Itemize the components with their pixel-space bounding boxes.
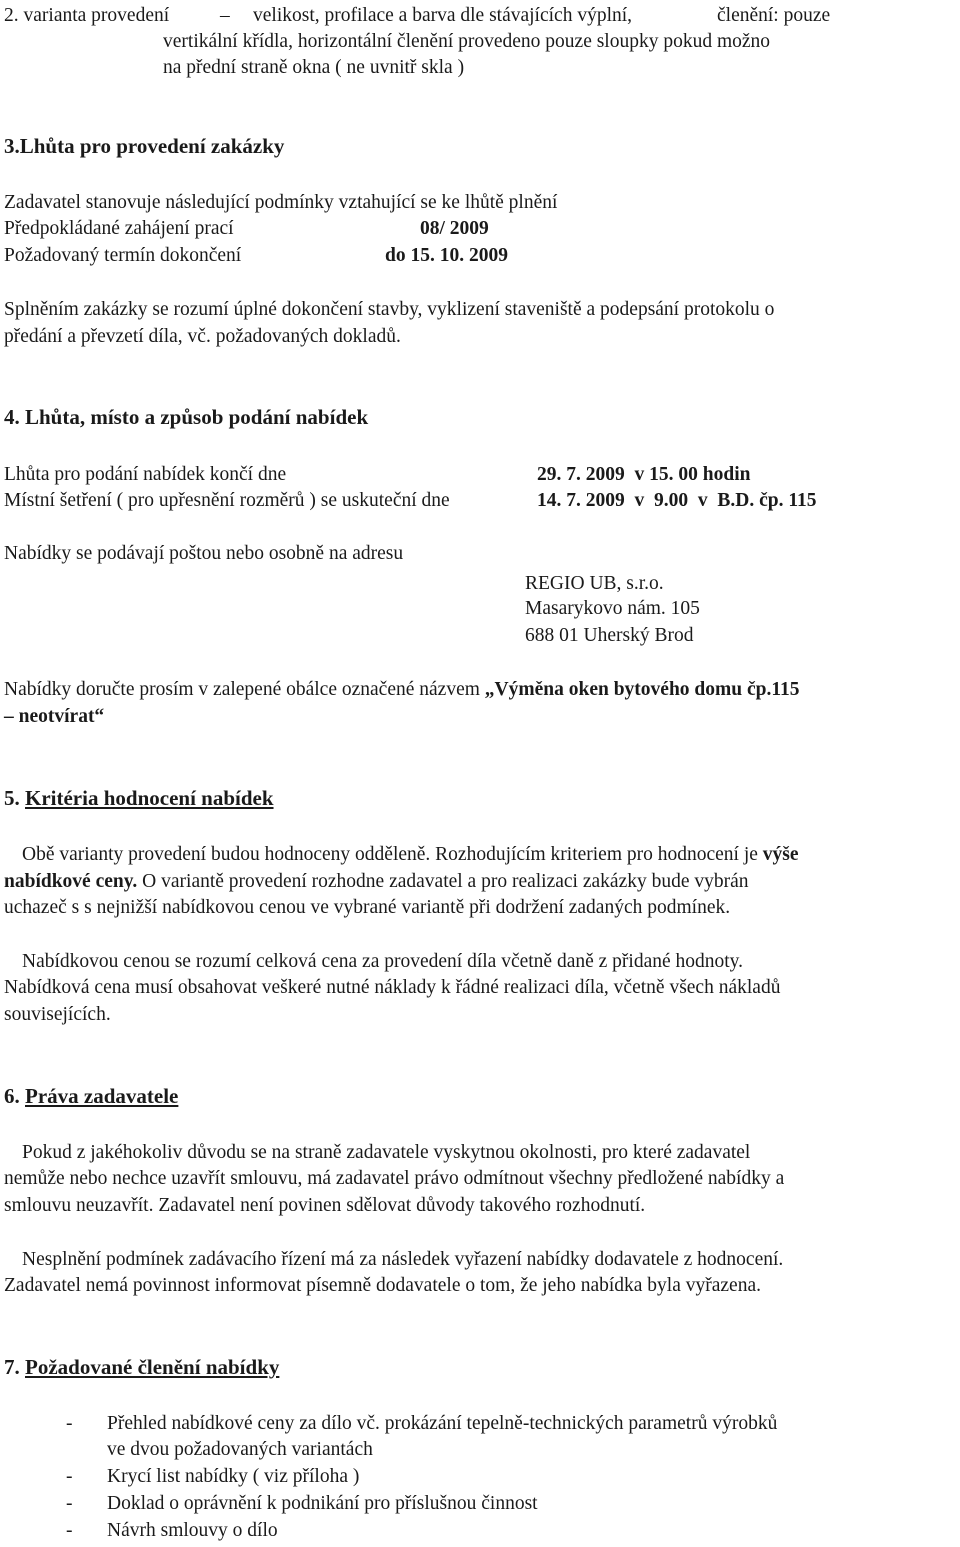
section5-number: 5. [4, 786, 20, 810]
address-line3: 688 01 Uherský Brod [525, 625, 694, 646]
envelope-line1 [4, 678, 800, 702]
address-line1: REGIO UB, s.r.o. [525, 573, 664, 594]
address-intro: Nabídky se podávají poštou nebo osobně na adresu [4, 543, 404, 564]
deadline-value: 29. 7. 2009 v 15. 00 hodin [537, 464, 751, 485]
criteria-text-2: O variantě provedení rozhodne zadavatel a pro realizaci zakázky bude vybrán [142, 871, 749, 892]
envelope-name: „Výměna oken bytového domu čp.115 [484, 679, 800, 700]
section6-heading [4, 1084, 178, 1108]
section5-p1-line2 [4, 870, 749, 894]
variant2-spec: velikost, profilace a barva dle stávajících výplní, [253, 5, 633, 26]
section5-p1-line1 [22, 843, 799, 867]
section6-p1-line2: nemůže nebo nechce uzavřít smlouvu, má zadavatel právo odmítnout všechny předložené nabídky a [4, 1168, 785, 1189]
section6-p2-line1: Nesplnění podmínek zadávacího řízení má za následek vyřazení nabídky dodavatele z hodnocení. [22, 1249, 784, 1270]
criteria-bold-2: nabídkové ceny. [4, 871, 138, 892]
section5-p2-line1: Nabídkovou cenou se rozumí celková cena za provedení díla včetně daně z přidané hodnoty. [22, 951, 744, 972]
envelope-line2: – neotvírat“ [4, 706, 105, 727]
section4-title: Lhůta, místo a způsob podání nabídek [25, 405, 369, 429]
section6-p1-line3: smlouvu neuzavřít. Zadavatel není povinen sdělovat důvody takového rozhodnutí. [4, 1195, 646, 1216]
start-value: 08/ 2009 [420, 218, 489, 239]
section3-para-line2: předání a převzetí díla, vč. požadovaných dokladů. [4, 326, 401, 347]
end-label: Požadovaný termín dokončení [4, 245, 242, 266]
list-bullet: - [66, 1466, 73, 1487]
criteria-bold: výše [762, 844, 799, 865]
section6-p2-line2: Zadavatel nemá povinnost informovat písemně dodavatele o tom, že jeho nabídka byla vyřazena. [4, 1275, 761, 1296]
list-item: Krycí list nabídky ( viz příloha ) [107, 1466, 360, 1487]
survey-label: Místní šetření ( pro upřesnění rozměrů ) se uskuteční dne [4, 490, 450, 511]
variant2-division: členění: pouze [717, 5, 831, 26]
criteria-text: Obě varianty provedení budou hodnoceny odděleně. Rozhodujícím kriteriem pro hodnocení je [22, 844, 758, 865]
variant2-label: 2. varianta provedení [4, 5, 170, 26]
list-item-continuation: ve dvou požadovaných variantách [107, 1439, 373, 1460]
section4-number: 4. [4, 405, 20, 429]
variant2-line3: na přední straně okna ( ne uvnitř skla ) [163, 57, 465, 78]
section3-intro: Zadavatel stanovuje následující podmínky vztahující se ke lhůtě plnění [4, 192, 558, 213]
variant2-line1 [4, 4, 169, 28]
survey-value: 14. 7. 2009 v 9.00 v B.D. čp. 115 [537, 490, 817, 511]
section6-title: Práva zadavatele [25, 1084, 179, 1108]
list-bullet: - [66, 1413, 73, 1434]
section6-p1-line1: Pokud z jakéhokoliv důvodu se na straně zadavatele vyskytnou okolnosti, pro které zadavatel [22, 1142, 751, 1163]
section5-title: Kritéria hodnocení nabídek [25, 786, 274, 810]
section7-title: Požadované členění nabídky [25, 1355, 280, 1379]
section3-heading: 3.Lhůta pro provedení zakázky [4, 134, 285, 158]
section7-heading [4, 1355, 279, 1379]
start-label: Předpokládané zahájení prací [4, 218, 234, 239]
section4-heading [4, 405, 368, 429]
section5-heading [4, 786, 274, 810]
section6-number: 6. [4, 1084, 20, 1108]
address-line2: Masarykovo nám. 105 [525, 598, 700, 619]
section5-p2-line2: Nabídková cena musí obsahovat veškeré nutné náklady k řádné realizaci díla, včetně všech nákladů [4, 977, 781, 998]
variant2-dash: – [220, 5, 230, 26]
section3-para-line1: Splněním zakázky se rozumí úplné dokončení stavby, vyklizení staveniště a podepsání protokolu o [4, 299, 775, 320]
end-value: do 15. 10. 2009 [385, 245, 508, 266]
list-item: Návrh smlouvy o dílo [107, 1520, 278, 1541]
list-bullet: - [66, 1520, 73, 1541]
section5-p1-line3: uchazeč s s nejnižší nabídkovou cenou ve vybrané variantě při dodržení zadaných podmínek. [4, 897, 731, 918]
envelope-text: Nabídky doručte prosím v zalepené obálce označené názvem [4, 679, 480, 700]
list-bullet: - [66, 1493, 73, 1514]
list-item: Přehled nabídkové ceny za dílo vč. prokázání tepelně-technických parametrů výrobků [107, 1413, 778, 1434]
list-item: Doklad o oprávnění k podnikání pro příslušnou činnost [107, 1493, 538, 1514]
deadline-label: Lhůta pro podání nabídek končí dne [4, 464, 287, 485]
variant2-line2: vertikální křídla, horizontální členění provedeno pouze sloupky pokud možno [163, 31, 771, 52]
section7-number: 7. [4, 1355, 20, 1379]
section5-p2-line3: souvisejících. [4, 1004, 111, 1025]
